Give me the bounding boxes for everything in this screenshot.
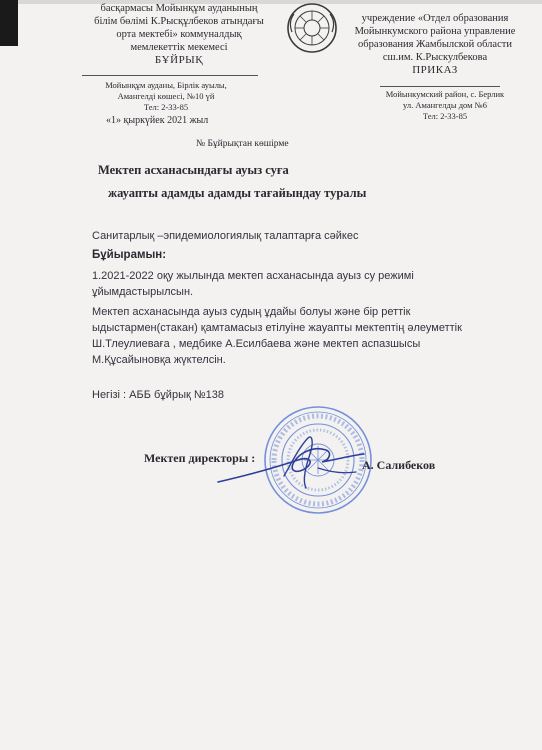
header-divider-right: [380, 86, 500, 87]
document-date: «1» қыркүйек 2021 жыл: [106, 115, 209, 126]
order-word: Бұйырамын:: [92, 249, 167, 261]
header-right-title: ПРИКАЗ: [412, 64, 458, 76]
address-left-line: Тел: 2-33-85: [143, 102, 189, 112]
paragraph-line-4: М.Құсайыновқа жүктелсін.: [92, 354, 226, 366]
header-left-line: басқармасы Мойынқұм ауданының: [100, 3, 258, 14]
address-left-line: Амангелді көшесі, №10 үй: [117, 91, 215, 101]
header-left-line: білім бөлімі К.Рысқұлбеков атындағы: [94, 16, 264, 27]
header-right-line: образования Жамбылской области: [358, 39, 512, 50]
address-left-line: Мойынқұм ауданы, Бірлік ауылы,: [105, 80, 227, 90]
address-right-line: Мойынкумский район, с. Берлик: [385, 89, 505, 99]
subject-line-1: Мектеп асханасындағы ауыз суға: [98, 163, 289, 177]
header-left-line: орта мектебі» коммуналдық: [116, 29, 242, 40]
director-label: Мектеп директоры :: [144, 451, 256, 465]
order-item-1-line-2: ұйымдастырылсын.: [92, 286, 194, 298]
basis-line: Санитарлық –эпидемиологиялық талаптарға сәйкес: [92, 230, 359, 242]
paragraph-line-2: ыдыстармен(стакан) қамтамасыз етілуіне жауапты мектептің әлеуметтік: [92, 322, 462, 334]
scan-dark-corner: [0, 0, 18, 46]
header-left: [66, 2, 292, 67]
handwritten-signature-icon: [214, 432, 374, 494]
header-right: [330, 12, 540, 77]
header-right-line: Мойынкумского района управление: [354, 26, 516, 37]
address-right-line: ул. Амангелды дом №6: [403, 100, 487, 110]
header-right-line: учреждение «Отдел образования: [361, 13, 509, 24]
footer-basis: Негізі : АББ бұйрық №138: [92, 389, 224, 401]
address-right: [360, 89, 530, 122]
address-right-line: Тел: 2-33-85: [422, 111, 468, 121]
copy-note: № Бұйрықтан көшірме: [196, 139, 289, 149]
paragraph-line-1: Мектеп асханасында ауыз судың ұдайы болуы және бір реттік: [92, 306, 411, 318]
director-name: А. Салибеков: [362, 458, 436, 472]
subject-line-2: жауапты адамды адамды тағайындау туралы: [108, 186, 367, 200]
order-item-1-line-1: 1.2021-2022 оқу жылында мектеп асханасында ауыз су режимі: [92, 270, 414, 282]
address-left: [86, 80, 246, 113]
paragraph-line-3: Ш.Тлеулиеваға , медбике А.Есилбаева және мектеп аспазшысы: [92, 338, 421, 350]
header-right-line: сш.им. К.Рыскулбекова: [382, 52, 488, 63]
header-left-line: мемлекеттік мекемесі: [130, 42, 228, 53]
header-left-title: БҰЙРЫҚ: [154, 54, 204, 66]
header-divider-left: [82, 75, 258, 76]
